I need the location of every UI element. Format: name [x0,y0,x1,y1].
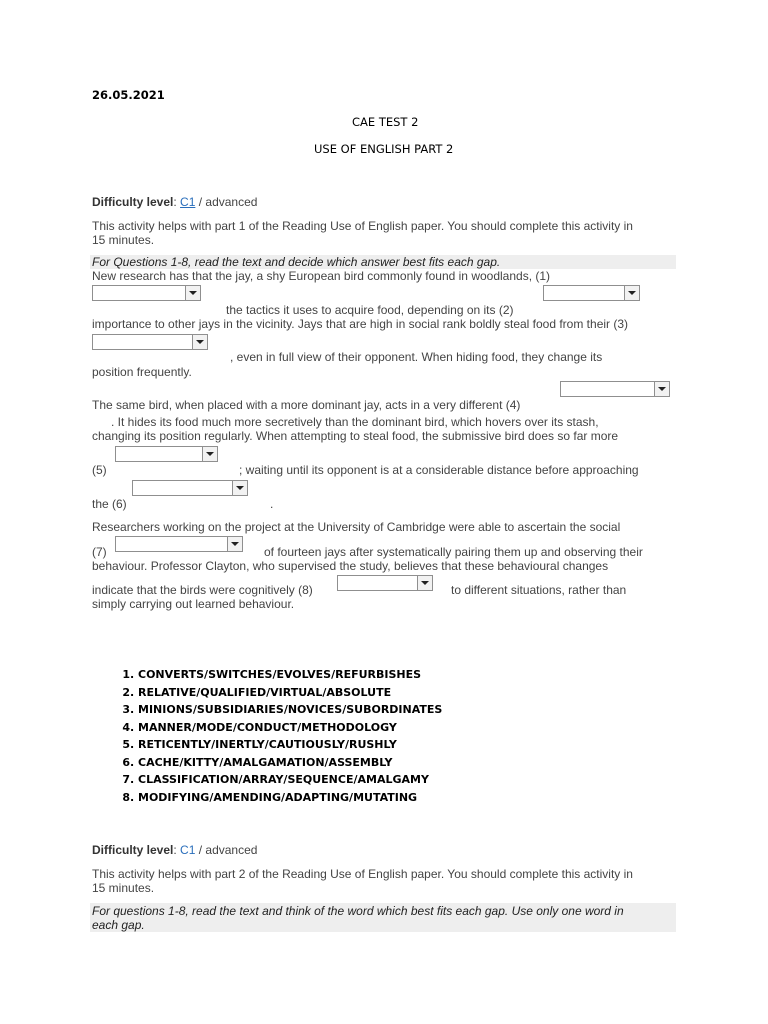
passage-line-14: indicate that the birds were cognitively (8) [92,583,313,597]
option-item: 8. MODIFYING/AMENDING/ADAPTING/MUTATING [138,789,442,807]
intro-line-2: 15 minutes. [92,233,155,247]
passage-line-12: of fourteen jays after systematically pairing them up and observing their [264,545,643,559]
option-item: 2. RELATIVE/QUALIFIED/VIRTUAL/ABSOLUTE [138,684,442,702]
chevron-down-icon [624,286,639,300]
difficulty-rest: / advanced [195,843,258,857]
document-title: CAE TEST 2 [352,115,419,129]
answer-options-list [114,666,442,806]
passage-line-3: importance to other jays in the vicinity. Jays that are high in social rank boldly steal food from their (3) [92,317,629,331]
gap-3-dropdown[interactable] [92,334,208,350]
difficulty-label: Difficulty level [92,195,174,209]
chevron-down-icon [185,286,200,300]
level-link-c1[interactable]: C1 [180,195,196,209]
passage-line-9: ; waiting until its opponent is at a considerable distance before approaching [239,463,639,477]
chevron-down-icon [192,335,207,349]
gap-2-dropdown[interactable] [543,285,640,301]
difficulty-line-2 [92,843,257,857]
gap-8-dropdown[interactable] [337,575,433,591]
document-subtitle: USE OF ENGLISH PART 2 [314,142,454,156]
difficulty-label: Difficulty level [92,843,174,857]
instruction2-line-2: each gap. [92,918,145,932]
passage-line-4: , even in full view of their opponent. When hiding food, they change its [230,350,603,364]
passage-line-10-end: . [270,497,274,511]
difficulty-line-1 [92,195,257,209]
passage-line-5: position frequently. [92,365,192,379]
gap-6-dropdown[interactable] [132,480,248,496]
intro2-line-1: This activity helps with part 2 of the Reading Use of English paper. You should complete this activity in [92,867,633,881]
chevron-down-icon [654,382,669,396]
gap-5-dropdown[interactable] [115,446,218,462]
passage-line-8: changing its position regularly. When attempting to steal food, the submissive bird does so far more [92,429,619,443]
chevron-down-icon [227,537,242,551]
passage-line-7: . It hides its food much more secretively than the dominant bird, which hovers over its stash, [111,415,599,429]
passage-line-11: Researchers working on the project at the University of Cambridge were able to ascertain the social [92,520,621,534]
instruction-text: For Questions 1-8, read the text and decide which answer best fits each gap. [92,255,501,269]
passage-line-12-label: (7) [92,545,107,559]
instruction-band [90,255,676,269]
chevron-down-icon [232,481,247,495]
passage-line-14-end: to different situations, rather than [451,583,627,597]
gap-4-dropdown[interactable] [560,381,670,397]
option-item: 1. CONVERTS/SWITCHES/EVOLVES/REFURBISHES [138,666,442,684]
passage-line-10-label: the (6) [92,497,127,511]
passage-line-6: The same bird, when placed with a more dominant jay, acts in a very different (4) [92,398,521,412]
option-item: 4. MANNER/MODE/CONDUCT/METHODOLOGY [138,719,442,737]
difficulty-rest: / advanced [195,195,258,209]
option-item: 3. MINIONS/SUBSIDIARIES/NOVICES/SUBORDINATES [138,701,442,719]
passage-line-15: simply carrying out learned behaviour. [92,597,295,611]
passage-line-1: New research has that the jay, a shy European bird commonly found in woodlands, (1) [92,269,551,283]
passage-line-9-label: (5) [92,463,107,477]
level-link-c1[interactable]: C1 [180,843,196,857]
passage-line-13: behaviour. Professor Clayton, who supervised the study, believes that these behavioural changes [92,559,609,573]
gap-7-dropdown[interactable] [115,536,243,552]
option-item: 6. CACHE/KITTY/AMALGAMATION/ASSEMBLY [138,754,442,772]
intro2-line-2: 15 minutes. [92,881,155,895]
passage-line-2: the tactics it uses to acquire food, depending on its (2) [226,303,514,317]
chevron-down-icon [202,447,217,461]
option-item: 7. CLASSIFICATION/ARRAY/SEQUENCE/AMALGAMY [138,771,442,789]
intro-line-1: This activity helps with part 1 of the Reading Use of English paper. You should complete this activity in [92,219,633,233]
chevron-down-icon [417,576,432,590]
document-date: 26.05.2021 [92,88,165,102]
difficulty-colon: : [173,843,177,857]
difficulty-colon: : [173,195,177,209]
instruction2-line-1: For questions 1-8, read the text and think of the word which best fits each gap. Use only one word in [92,904,624,918]
instruction-band-2 [90,903,676,932]
gap-1-dropdown[interactable] [92,285,201,301]
option-item: 5. RETICENTLY/INERTLY/CAUTIOUSLY/RUSHLY [138,736,442,754]
